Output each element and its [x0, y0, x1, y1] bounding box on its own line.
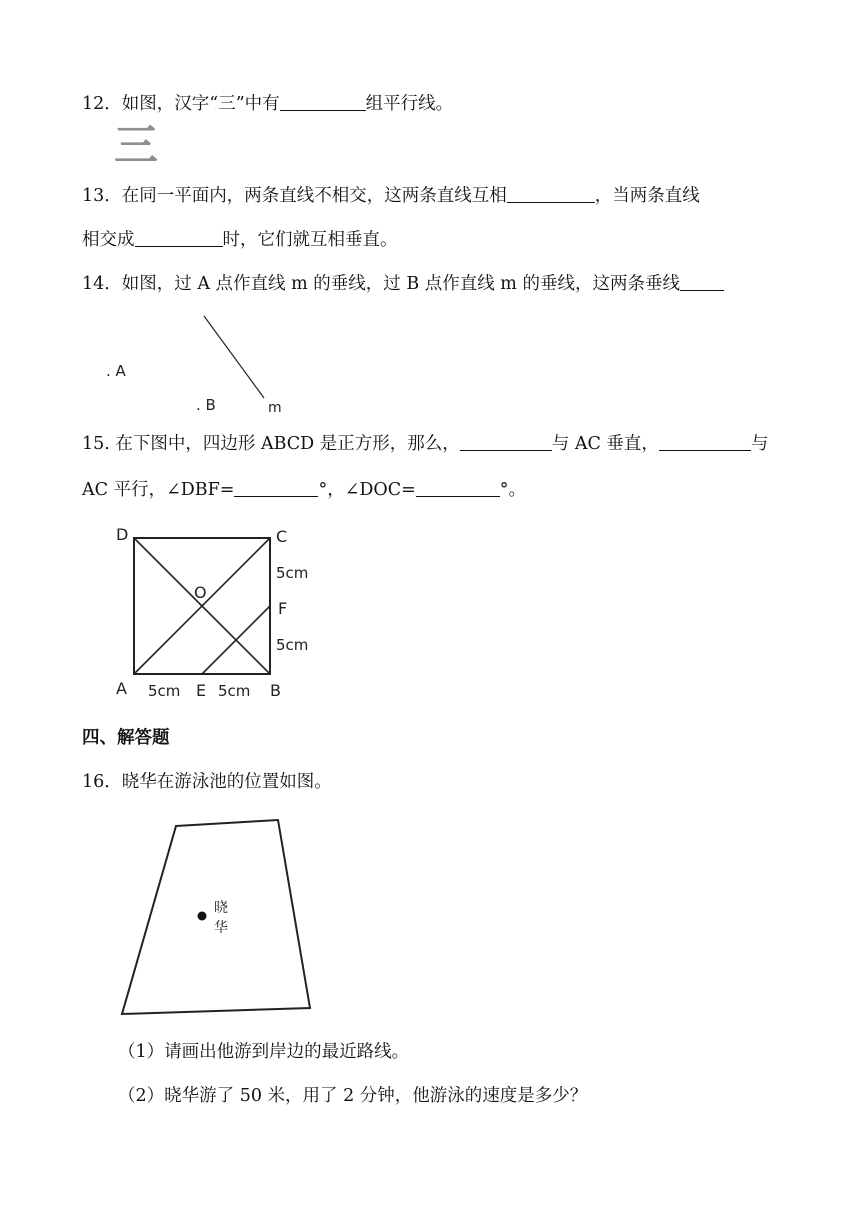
q15-line2-mid: °，∠DOC= — [318, 480, 416, 500]
q16-sub2: （2）晓华游了 50 米，用了 2 分钟，他游泳的速度是多少？ — [118, 1086, 588, 1106]
q13-line2-suffix: 时，它们就互相垂直。 — [222, 230, 398, 250]
label-ae-length: 5cm — [148, 682, 181, 700]
point-b-label: . B — [196, 396, 216, 414]
label-c: C — [276, 527, 288, 546]
section-heading: 四、解答题 — [82, 728, 170, 748]
q15-line1 — [82, 432, 768, 456]
label-f: F — [278, 599, 288, 618]
q14-prefix: 14．如图，过 A 点作直线 m 的垂线，过 B 点作直线 m 的垂线，这两条垂线 — [82, 274, 680, 294]
q13-line1-prefix: 13．在同一平面内，两条直线不相交，这两条直线互相 — [82, 186, 507, 206]
label-o: O — [194, 583, 207, 602]
q13-line2 — [82, 228, 398, 252]
q15-answer-blank-3[interactable] — [234, 478, 318, 497]
q12-glyph-image: 三 — [114, 120, 158, 171]
q15-line2-prefix: AC 平行，∠DBF= — [82, 480, 235, 500]
xiaohua-label-top: 晓 — [214, 900, 228, 916]
q12-prefix: 12．如图，汉字“三”中有 — [82, 94, 280, 114]
q13-line1-suffix: ，当两条直线 — [594, 186, 700, 206]
label-eb-length: 5cm — [218, 682, 251, 700]
q15-answer-blank-2[interactable] — [659, 432, 751, 451]
xiaohua-label-bottom: 华 — [214, 920, 228, 936]
line-m-label: m — [268, 400, 282, 416]
q15-line1-mid: 与 AC 垂直， — [551, 434, 659, 454]
q14-text — [82, 272, 724, 296]
label-cf-length: 5cm — [276, 564, 309, 582]
label-a: A — [116, 679, 127, 698]
q12-suffix: 组平行线。 — [365, 94, 454, 114]
q16-pool-figure — [110, 812, 350, 1022]
q15-line1-suffix: 与 — [750, 434, 769, 454]
q15-answer-blank-4[interactable] — [416, 478, 500, 497]
q16-sub1: （1）请画出他游到岸边的最近路线。 — [118, 1042, 410, 1062]
point-a-label: . A — [106, 362, 126, 380]
label-fb-length: 5cm — [276, 636, 309, 654]
q12-answer-blank[interactable] — [280, 92, 366, 111]
line-m — [204, 316, 264, 398]
xiaohua-position-dot — [198, 912, 207, 921]
q13-answer-blank-1[interactable] — [507, 184, 595, 203]
q15-answer-blank-1[interactable] — [460, 432, 552, 451]
q12-text — [82, 92, 453, 116]
q13-answer-blank-2[interactable] — [135, 228, 223, 247]
q15-line2-suffix: °。 — [499, 480, 527, 500]
label-b: B — [270, 681, 281, 700]
q14-figure — [100, 306, 320, 416]
q13-line2-prefix: 相交成 — [82, 230, 135, 250]
q15-line2 — [82, 478, 526, 502]
label-d: D — [116, 525, 129, 544]
q16-text: 16．晓华在游泳池的位置如图。 — [82, 772, 332, 792]
q13-line1 — [82, 184, 700, 208]
pool-outline — [122, 820, 310, 1014]
q15-line1-prefix: 15. 在下图中，四边形 ABCD 是正方形，那么， — [82, 434, 460, 454]
q14-answer-blank[interactable] — [680, 272, 724, 291]
label-e: E — [196, 681, 207, 700]
q15-square-figure — [110, 520, 350, 710]
